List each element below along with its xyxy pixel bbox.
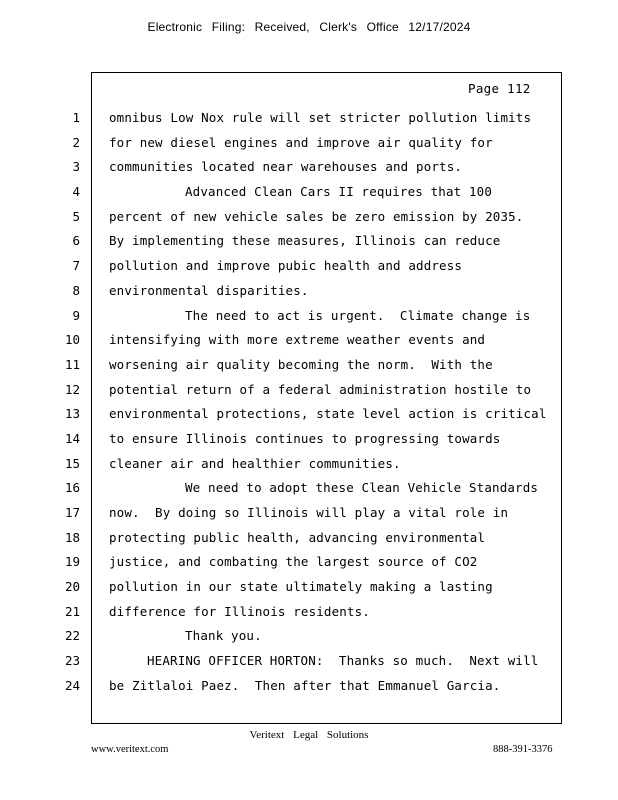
line-number: 22 [64, 628, 80, 644]
line-text: to ensure Illinois continues to progressing towards [109, 430, 501, 446]
line-text: environmental protections, state level action is critical [109, 406, 547, 422]
line-text: intensifying with more extreme weather events and [109, 332, 486, 348]
transcript-line [0, 330, 618, 355]
line-number: 11 [64, 356, 80, 372]
line-text: omnibus Low Nox rule will set stricter pollution limits [109, 110, 532, 125]
line-number: 2 [72, 134, 80, 150]
line-text: pollution in our state ultimately making a lasting [109, 579, 493, 595]
line-text: HEARING OFFICER HORTON: Thanks so much. Next will [147, 653, 539, 669]
line-number: 8 [72, 282, 80, 298]
transcript-line [0, 651, 618, 676]
transcript-body [0, 108, 618, 701]
line-text: We need to adopt these Clean Vehicle Standards [185, 480, 539, 496]
line-text: for new diesel engines and improve air quality for [109, 134, 493, 150]
line-number: 10 [64, 332, 80, 348]
line-text: pollution and improve pubic health and address [109, 258, 463, 274]
transcript-line [0, 577, 618, 602]
transcript-line [0, 454, 618, 479]
line-text: be Zitlaloi Paez. Then after that Emmanuel Garcia. [109, 677, 501, 693]
line-number: 17 [64, 505, 80, 520]
line-text: cleaner air and healthier communities. [109, 455, 401, 471]
transcript-line [0, 528, 618, 553]
line-number: 1 [72, 110, 80, 125]
transcript-line [0, 676, 618, 701]
line-number: 19 [64, 554, 80, 570]
line-text: worsening air quality becoming the norm. With the [109, 356, 493, 372]
line-number: 5 [72, 208, 80, 224]
line-text: By implementing these measures, Illinois can reduce [109, 233, 501, 249]
transcript-line [0, 281, 618, 306]
transcript-line [0, 306, 618, 331]
transcript-line [0, 133, 618, 158]
transcript-line [0, 108, 618, 133]
line-number: 14 [64, 430, 80, 446]
transcript-line [0, 231, 618, 256]
line-number: 15 [64, 455, 80, 471]
transcript-line [0, 157, 618, 182]
transcript-line [0, 602, 618, 627]
line-text: percent of new vehicle sales be zero emission by 2035. [109, 208, 524, 224]
line-text: Thank you. [185, 628, 262, 644]
transcript-line [0, 478, 618, 503]
line-text: now. By doing so Illinois will play a vital role in [109, 505, 509, 520]
footer-phone: 888-391-3376 [493, 744, 553, 755]
line-number: 20 [64, 579, 80, 595]
transcript-line [0, 355, 618, 380]
transcript-line [0, 404, 618, 429]
footer-company: Veritext Legal Solutions [249, 729, 369, 741]
line-number: 24 [64, 677, 80, 693]
transcript-line [0, 552, 618, 577]
line-text: environmental disparities. [109, 282, 309, 298]
transcript-line [0, 429, 618, 454]
transcript-line [0, 503, 618, 528]
transcript-line [0, 207, 618, 232]
transcript-line [0, 626, 618, 651]
line-number: 13 [64, 406, 80, 422]
transcript-line [0, 380, 618, 405]
page-number: Page 112 [468, 81, 531, 96]
line-number: 6 [72, 233, 80, 249]
line-text: potential return of a federal administration hostile to [109, 381, 532, 397]
line-text: The need to act is urgent. Climate change is [185, 307, 531, 323]
line-number: 9 [72, 307, 80, 323]
line-number: 4 [72, 184, 80, 200]
line-number: 7 [72, 258, 80, 274]
line-number: 23 [64, 653, 80, 669]
line-number: 18 [64, 529, 80, 545]
line-number: 3 [72, 159, 80, 175]
transcript-line [0, 256, 618, 281]
line-text: difference for Illinois residents. [109, 603, 370, 619]
transcript-line [0, 182, 618, 207]
line-text: justice, and combating the largest source of CO2 [109, 554, 478, 570]
line-number: 21 [64, 603, 80, 619]
line-number: 12 [64, 381, 80, 397]
line-text: protecting public health, advancing environmental [109, 529, 486, 545]
filing-stamp-header: Electronic Filing: Received, Clerk's Office 12/17/2024 [147, 20, 471, 34]
line-text: Advanced Clean Cars II requires that 100 [185, 184, 493, 200]
line-number: 16 [64, 480, 80, 496]
line-text: communities located near warehouses and ports. [109, 159, 463, 175]
footer-website: www.veritext.com [91, 744, 169, 755]
